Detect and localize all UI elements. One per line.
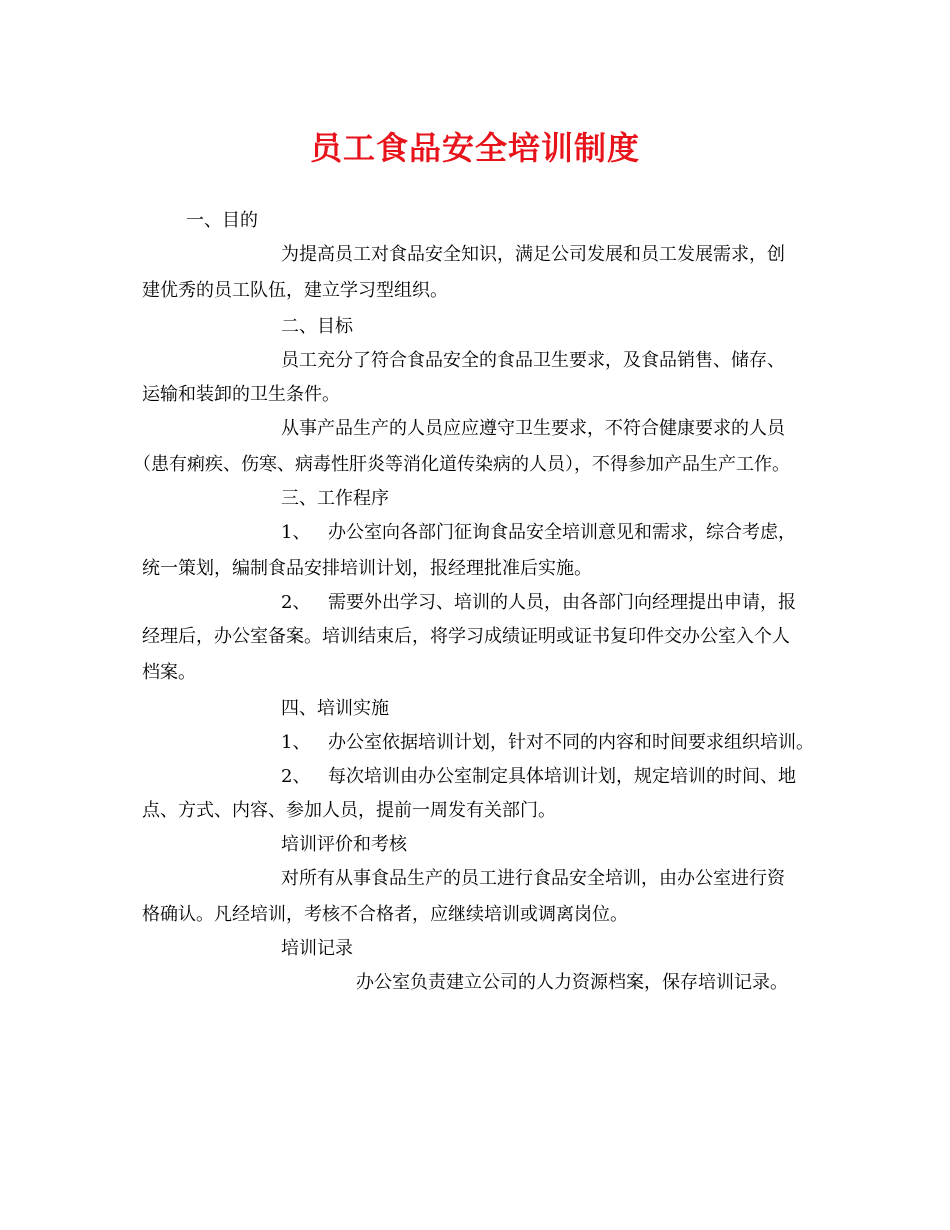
list-item-text: 每次培训由办公室制定具体培训计划，规定培训的时间、地 <box>328 766 796 787</box>
list-item <box>281 730 814 756</box>
paragraph-line: 档案。 <box>142 662 196 683</box>
list-item-number: 1、 <box>281 522 311 543</box>
paragraph-line: 为提高员工对食品安全知识，满足公司发展和员工发展需求，创 <box>281 244 785 265</box>
section-heading-procedure: 三、工作程序 <box>281 488 389 509</box>
paragraph-line: 从事产品生产的人员应应遵守卫生要求，不符合健康要求的人员 <box>281 418 785 439</box>
list-item-text: 办公室向各部门征询食品安全培训意见和需求，综合考虑， <box>328 522 796 543</box>
paragraph-line: 格确认。凡经培训，考核不合格者，应继续培训或调离岗位。 <box>142 904 628 925</box>
list-item-text: 办公室依据培训计划，针对不同的内容和时间要求组织培训。 <box>328 732 814 753</box>
list-item <box>281 520 796 546</box>
list-item <box>281 764 796 790</box>
section-heading-goal: 二、目标 <box>281 316 353 337</box>
paragraph-line: 点、方式、内容、参加人员，提前一周发有关部门。 <box>142 800 556 821</box>
paragraph-line: 经理后，办公室备案。培训结束后，将学习成绩证明或证书复印件交办公室入个人 <box>142 626 790 647</box>
paragraph-line: 员工充分了符合食品安全的食品卫生要求，及食品销售、储存、 <box>281 350 785 371</box>
section-heading-implementation: 四、培训实施 <box>281 698 389 719</box>
paragraph-line: （患有痢疾、伤寒、病毒性肝炎等消化道传染病的人员），不得参加产品生产工作。 <box>133 454 790 475</box>
document-title: 员工食品安全培训制度 <box>309 129 640 167</box>
list-item-number: 1、 <box>281 732 311 753</box>
section-heading-evaluation: 培训评价和考核 <box>281 834 407 855</box>
section-heading-purpose: 一、目的 <box>186 210 258 231</box>
list-item-text: 需要外出学习、培训的人员，由各部门向经理提出申请，报 <box>328 592 796 613</box>
paragraph-line: 建优秀的员工队伍，建立学习型组织。 <box>142 280 448 301</box>
section-heading-records: 培训记录 <box>281 938 353 959</box>
list-item-number: 2、 <box>281 766 311 787</box>
paragraph-line: 统一策划，编制食品安排培训计划，报经理批准后实施。 <box>142 558 592 579</box>
list-item-number: 2、 <box>281 592 311 613</box>
paragraph-line: 运输和装卸的卫生条件。 <box>142 384 340 405</box>
paragraph-line: 对所有从事食品生产的员工进行食品安全培训，由办公室进行资 <box>281 868 785 889</box>
list-item <box>281 590 796 616</box>
paragraph-line: 办公室负责建立公司的人力资源档案，保存培训记录。 <box>356 972 788 993</box>
